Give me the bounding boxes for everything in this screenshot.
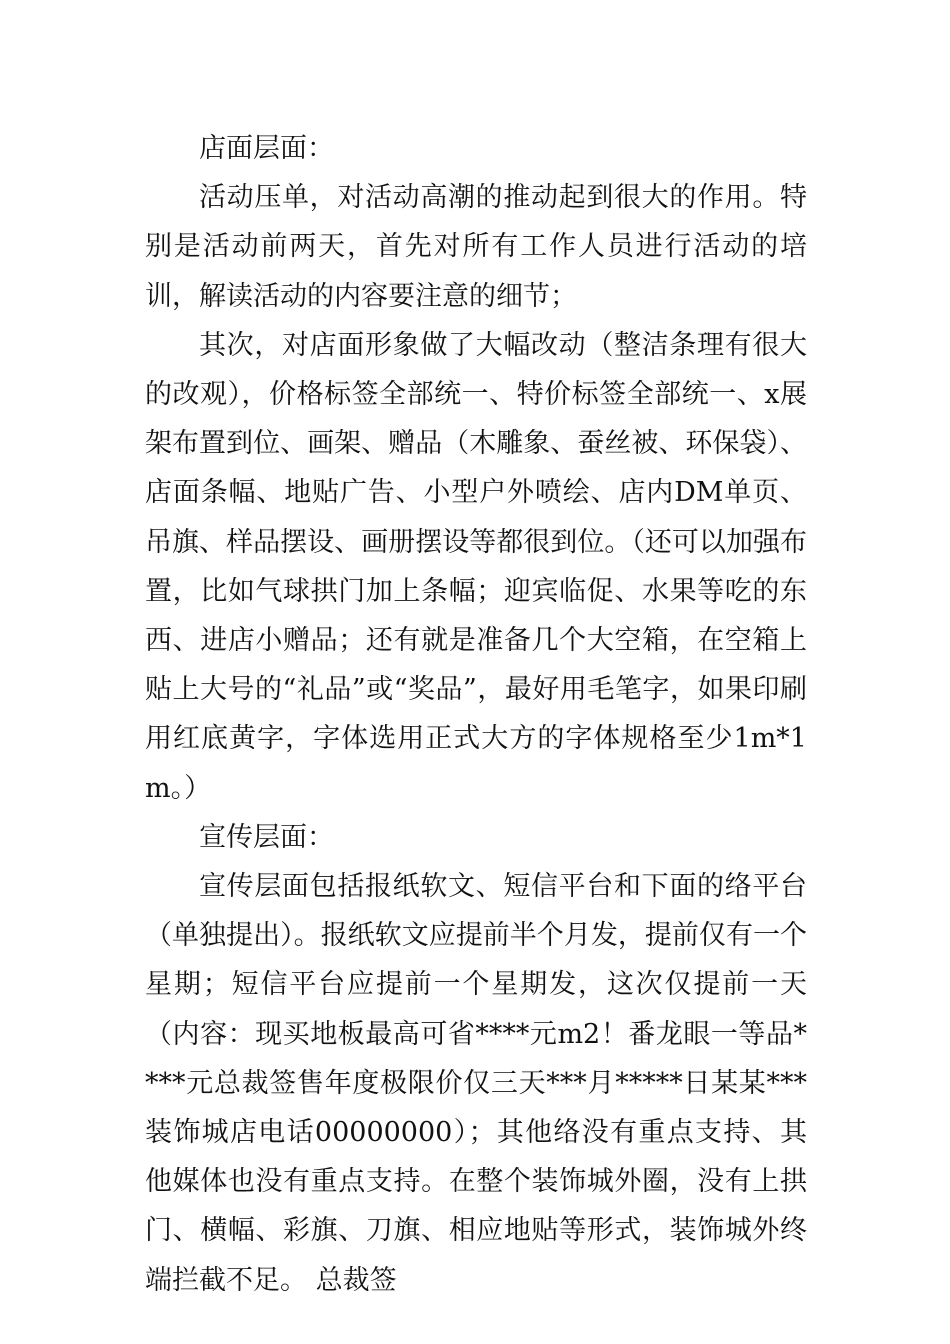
paragraph-store-image: 其次，对店面形象做了大幅改动（整洁条理有很大的改观），价格标签全部统一、特价标签全部统一、x展架布置到位、画架、赠品（木雕象、蚕丝被、环保袋）、店面条幅、地贴广告、小型户外喷绘、店内DM单页、吊旗、样品摆设、画册摆设等都很到位。（还可以加强布置，比如气球拱门加上条幅；迎宾临促、水果等吃的东西、进店小赠品；还有就是准备几个大空箱，在空箱上贴上大号的“礼品”或“奖品”，最好用毛笔字，如果印刷用红底黄字，字体选用正式大方的字体规格至少1m*1m。） xyxy=(145,329,807,804)
section-heading-promotion: 宣传层面： xyxy=(199,821,334,853)
paragraph-pressure-orders: 活动压单，对活动高潮的推动起到很大的作用。特别是活动前两天，首先对所有工作人员进行活动的培训，解读活动的内容要注意的细节； xyxy=(145,182,807,312)
document-body xyxy=(145,124,807,1305)
paragraph-promotion-details: 宣传层面包括报纸软文、短信平台和下面的络平台（单独提出）。报纸软文应提前半个月发，提前仅有一个星期；短信平台应提前一个星期发，这次仅提前一天（内容：现买地板最高可省****元m2！番龙眼一等品****元总裁签售年度极限价仅三天***月*****日某某***装饰城店电话00000000）；其他络没有重点支持、其他媒体也没有重点支持。在整个装饰城外圈，没有上拱门、横幅、彩旗、刀旗、相应地贴等形式，装饰城外终端拦截不足。 总裁签 xyxy=(145,871,807,1296)
section-heading-store: 店面层面： xyxy=(199,133,334,164)
